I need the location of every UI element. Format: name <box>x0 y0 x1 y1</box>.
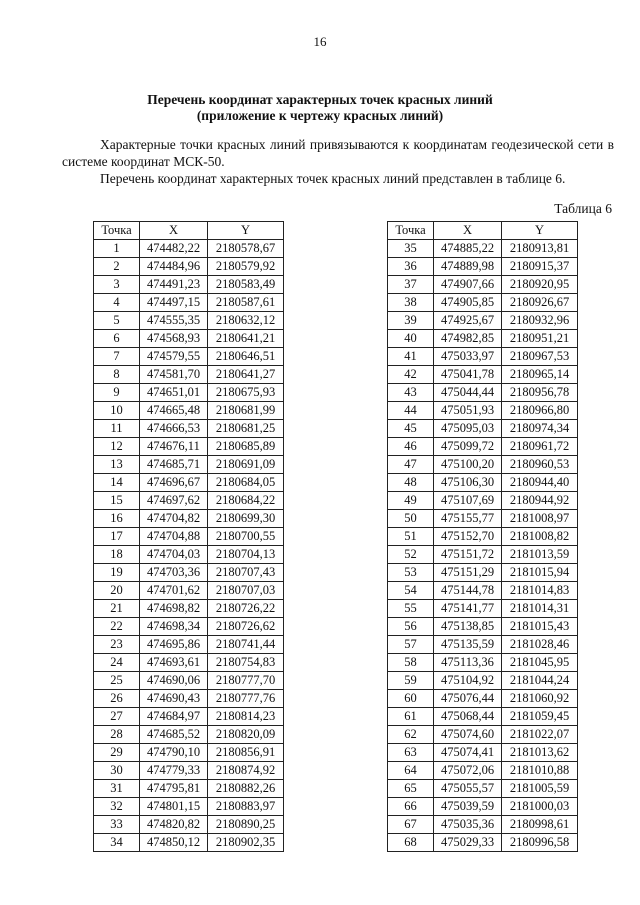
table-row <box>388 384 578 402</box>
cell-point: 32 <box>94 798 140 816</box>
cell-point: 3 <box>94 276 140 294</box>
cell-x: 475051,93 <box>434 402 502 420</box>
cell-y: 2181022,07 <box>502 726 578 744</box>
cell-x: 474676,11 <box>140 438 208 456</box>
cell-y: 2180704,13 <box>208 546 284 564</box>
table-row <box>388 474 578 492</box>
cell-point: 50 <box>388 510 434 528</box>
table-row <box>388 330 578 348</box>
table-row <box>388 240 578 258</box>
cell-point: 1 <box>94 240 140 258</box>
cell-x: 475151,29 <box>434 564 502 582</box>
cell-x: 474651,01 <box>140 384 208 402</box>
header-point: Точка <box>94 222 140 240</box>
table-row <box>388 420 578 438</box>
cell-x: 474905,85 <box>434 294 502 312</box>
cell-x: 474690,43 <box>140 690 208 708</box>
cell-x: 474685,71 <box>140 456 208 474</box>
table-row <box>94 816 284 834</box>
table-row <box>388 528 578 546</box>
cell-x: 474795,81 <box>140 780 208 798</box>
table-row <box>94 402 284 420</box>
table-row <box>94 798 284 816</box>
table-row <box>94 546 284 564</box>
cell-x: 474698,82 <box>140 600 208 618</box>
cell-point: 51 <box>388 528 434 546</box>
table-row <box>94 600 284 618</box>
header-y: Y <box>502 222 578 240</box>
cell-point: 14 <box>94 474 140 492</box>
cell-point: 17 <box>94 528 140 546</box>
cell-point: 54 <box>388 582 434 600</box>
cell-y: 2181005,59 <box>502 780 578 798</box>
cell-y: 2181044,24 <box>502 672 578 690</box>
cell-y: 2180726,62 <box>208 618 284 636</box>
table-row <box>388 690 578 708</box>
table-row <box>388 546 578 564</box>
cell-point: 66 <box>388 798 434 816</box>
cell-x: 474665,48 <box>140 402 208 420</box>
table-row <box>388 258 578 276</box>
cell-y: 2180726,22 <box>208 600 284 618</box>
cell-y: 2180913,81 <box>502 240 578 258</box>
table-row <box>388 492 578 510</box>
table-row <box>94 780 284 798</box>
cell-y: 2180684,22 <box>208 492 284 510</box>
cell-y: 2180814,23 <box>208 708 284 726</box>
table-caption: Таблица 6 <box>554 201 612 216</box>
cell-point: 15 <box>94 492 140 510</box>
cell-y: 2181013,59 <box>502 546 578 564</box>
cell-point: 64 <box>388 762 434 780</box>
cell-point: 58 <box>388 654 434 672</box>
cell-y: 2181013,62 <box>502 744 578 762</box>
table-row <box>388 600 578 618</box>
table-row <box>94 528 284 546</box>
cell-y: 2180646,51 <box>208 348 284 366</box>
cell-y: 2180632,12 <box>208 312 284 330</box>
header-point: Точка <box>388 222 434 240</box>
header-y: Y <box>208 222 284 240</box>
cell-point: 9 <box>94 384 140 402</box>
cell-x: 474555,35 <box>140 312 208 330</box>
cell-point: 39 <box>388 312 434 330</box>
cell-x: 475138,85 <box>434 618 502 636</box>
table-row <box>388 654 578 672</box>
table-row <box>388 510 578 528</box>
table-row <box>388 672 578 690</box>
cell-point: 47 <box>388 456 434 474</box>
cell-y: 2180961,72 <box>502 438 578 456</box>
cell-x: 474982,85 <box>434 330 502 348</box>
table-row <box>388 708 578 726</box>
cell-x: 474779,33 <box>140 762 208 780</box>
cell-y: 2180699,30 <box>208 510 284 528</box>
cell-x: 475144,78 <box>434 582 502 600</box>
cell-x: 474690,06 <box>140 672 208 690</box>
cell-point: 23 <box>94 636 140 654</box>
table-row <box>94 456 284 474</box>
cell-y: 2180707,43 <box>208 564 284 582</box>
cell-x: 475155,77 <box>434 510 502 528</box>
cell-point: 25 <box>94 672 140 690</box>
cell-x: 474704,03 <box>140 546 208 564</box>
cell-point: 67 <box>388 816 434 834</box>
cell-x: 474790,10 <box>140 744 208 762</box>
cell-point: 56 <box>388 618 434 636</box>
table-row <box>94 654 284 672</box>
table-row <box>94 366 284 384</box>
cell-x: 474704,88 <box>140 528 208 546</box>
table-row <box>388 816 578 834</box>
cell-x: 474704,82 <box>140 510 208 528</box>
table-row <box>388 744 578 762</box>
cell-point: 12 <box>94 438 140 456</box>
table-row <box>388 618 578 636</box>
table-row <box>388 366 578 384</box>
table-row <box>94 510 284 528</box>
cell-y: 2181014,83 <box>502 582 578 600</box>
cell-x: 474801,15 <box>140 798 208 816</box>
cell-x: 475041,78 <box>434 366 502 384</box>
table-row <box>388 438 578 456</box>
table-row <box>94 312 284 330</box>
cell-y: 2181008,82 <box>502 528 578 546</box>
table-header-row <box>94 222 284 240</box>
table-row <box>94 564 284 582</box>
cell-point: 27 <box>94 708 140 726</box>
table-row <box>388 276 578 294</box>
table-row <box>94 240 284 258</box>
title-line-1: Перечень координат характерных точек красных линий <box>147 92 493 107</box>
cell-point: 44 <box>388 402 434 420</box>
table-row <box>94 258 284 276</box>
table-row <box>94 492 284 510</box>
table-row <box>94 276 284 294</box>
cell-x: 475068,44 <box>434 708 502 726</box>
table-row <box>94 348 284 366</box>
cell-point: 18 <box>94 546 140 564</box>
cell-x: 474701,62 <box>140 582 208 600</box>
cell-x: 474581,70 <box>140 366 208 384</box>
cell-point: 65 <box>388 780 434 798</box>
cell-point: 68 <box>388 834 434 852</box>
cell-x: 474925,67 <box>434 312 502 330</box>
table-row <box>94 330 284 348</box>
cell-x: 475099,72 <box>434 438 502 456</box>
cell-y: 2180966,80 <box>502 402 578 420</box>
cell-y: 2180956,78 <box>502 384 578 402</box>
cell-point: 4 <box>94 294 140 312</box>
table-row <box>388 348 578 366</box>
table-row <box>94 474 284 492</box>
cell-x: 474695,86 <box>140 636 208 654</box>
cell-y: 2180675,93 <box>208 384 284 402</box>
cell-y: 2180700,55 <box>208 528 284 546</box>
cell-point: 33 <box>94 816 140 834</box>
table-row <box>94 834 284 852</box>
cell-point: 36 <box>388 258 434 276</box>
table-row <box>388 834 578 852</box>
table-row <box>94 384 284 402</box>
table-header-row <box>388 222 578 240</box>
table-row <box>94 438 284 456</box>
cell-y: 2180754,83 <box>208 654 284 672</box>
cell-y: 2180944,92 <box>502 492 578 510</box>
cell-x: 474889,98 <box>434 258 502 276</box>
cell-y: 2180951,21 <box>502 330 578 348</box>
cell-point: 16 <box>94 510 140 528</box>
table-row <box>94 708 284 726</box>
cell-x: 474697,62 <box>140 492 208 510</box>
cell-y: 2181015,43 <box>502 618 578 636</box>
cell-x: 475141,77 <box>434 600 502 618</box>
cell-y: 2181060,92 <box>502 690 578 708</box>
table-row <box>94 726 284 744</box>
cell-x: 474579,55 <box>140 348 208 366</box>
cell-point: 24 <box>94 654 140 672</box>
cell-y: 2180820,09 <box>208 726 284 744</box>
table-row <box>94 744 284 762</box>
cell-point: 5 <box>94 312 140 330</box>
cell-y: 2180960,53 <box>502 456 578 474</box>
cell-x: 474497,15 <box>140 294 208 312</box>
cell-x: 475039,59 <box>434 798 502 816</box>
table-row <box>388 780 578 798</box>
table-row <box>94 690 284 708</box>
header-x: X <box>434 222 502 240</box>
cell-y: 2180998,61 <box>502 816 578 834</box>
cell-y: 2180741,44 <box>208 636 284 654</box>
cell-y: 2180578,67 <box>208 240 284 258</box>
cell-x: 475106,30 <box>434 474 502 492</box>
cell-point: 30 <box>94 762 140 780</box>
cell-point: 20 <box>94 582 140 600</box>
table-row <box>388 402 578 420</box>
cell-point: 35 <box>388 240 434 258</box>
cell-y: 2180583,49 <box>208 276 284 294</box>
table-row <box>94 636 284 654</box>
cell-x: 475033,97 <box>434 348 502 366</box>
cell-point: 21 <box>94 600 140 618</box>
cell-point: 6 <box>94 330 140 348</box>
cell-point: 31 <box>94 780 140 798</box>
table-reference-paragraph: Перечень координат характерных точек красных линий представлен в таблице 6. <box>100 171 566 186</box>
cell-point: 59 <box>388 672 434 690</box>
cell-x: 474885,22 <box>434 240 502 258</box>
page-number: 16 <box>313 34 327 49</box>
cell-x: 474698,34 <box>140 618 208 636</box>
cell-point: 42 <box>388 366 434 384</box>
cell-x: 475074,60 <box>434 726 502 744</box>
coordinates-table-left <box>93 221 284 852</box>
cell-y: 2181010,88 <box>502 762 578 780</box>
cell-y: 2180974,34 <box>502 420 578 438</box>
cell-point: 49 <box>388 492 434 510</box>
cell-x: 475152,70 <box>434 528 502 546</box>
cell-y: 2180902,35 <box>208 834 284 852</box>
table-row <box>388 294 578 312</box>
cell-x: 474666,53 <box>140 420 208 438</box>
cell-y: 2180874,92 <box>208 762 284 780</box>
document-title <box>0 92 640 124</box>
cell-x: 475151,72 <box>434 546 502 564</box>
cell-point: 29 <box>94 744 140 762</box>
table-row <box>388 762 578 780</box>
cell-point: 43 <box>388 384 434 402</box>
cell-x: 475072,06 <box>434 762 502 780</box>
cell-x: 474685,52 <box>140 726 208 744</box>
cell-point: 61 <box>388 708 434 726</box>
cell-x: 475074,41 <box>434 744 502 762</box>
cell-x: 474684,97 <box>140 708 208 726</box>
cell-point: 52 <box>388 546 434 564</box>
cell-x: 475055,57 <box>434 780 502 798</box>
cell-x: 474820,82 <box>140 816 208 834</box>
cell-x: 474850,12 <box>140 834 208 852</box>
cell-y: 2180777,70 <box>208 672 284 690</box>
cell-y: 2180641,27 <box>208 366 284 384</box>
coordinates-table-right <box>387 221 578 852</box>
cell-y: 2181015,94 <box>502 564 578 582</box>
cell-point: 19 <box>94 564 140 582</box>
table-row <box>388 456 578 474</box>
cell-y: 2180587,61 <box>208 294 284 312</box>
cell-y: 2181014,31 <box>502 600 578 618</box>
cell-point: 57 <box>388 636 434 654</box>
cell-y: 2180920,95 <box>502 276 578 294</box>
table-row <box>388 564 578 582</box>
cell-point: 13 <box>94 456 140 474</box>
cell-x: 475104,92 <box>434 672 502 690</box>
cell-y: 2180932,96 <box>502 312 578 330</box>
cell-x: 475035,36 <box>434 816 502 834</box>
coordinates-table-left-body <box>94 240 284 852</box>
cell-y: 2181059,45 <box>502 708 578 726</box>
cell-point: 34 <box>94 834 140 852</box>
cell-y: 2180685,89 <box>208 438 284 456</box>
cell-y: 2180856,91 <box>208 744 284 762</box>
cell-x: 474907,66 <box>434 276 502 294</box>
table-row <box>388 312 578 330</box>
cell-x: 475135,59 <box>434 636 502 654</box>
cell-point: 37 <box>388 276 434 294</box>
cell-y: 2180926,67 <box>502 294 578 312</box>
cell-y: 2180681,25 <box>208 420 284 438</box>
cell-x: 474568,93 <box>140 330 208 348</box>
cell-point: 48 <box>388 474 434 492</box>
cell-y: 2181008,97 <box>502 510 578 528</box>
cell-x: 474491,23 <box>140 276 208 294</box>
cell-y: 2180681,99 <box>208 402 284 420</box>
cell-point: 28 <box>94 726 140 744</box>
cell-y: 2180707,03 <box>208 582 284 600</box>
table-row <box>388 726 578 744</box>
cell-y: 2180641,21 <box>208 330 284 348</box>
cell-point: 22 <box>94 618 140 636</box>
cell-point: 10 <box>94 402 140 420</box>
cell-point: 60 <box>388 690 434 708</box>
cell-point: 46 <box>388 438 434 456</box>
coordinates-table-right-body <box>388 240 578 852</box>
cell-point: 62 <box>388 726 434 744</box>
cell-y: 2180883,97 <box>208 798 284 816</box>
cell-y: 2180965,14 <box>502 366 578 384</box>
cell-x: 474696,67 <box>140 474 208 492</box>
title-line-2: (приложение к чертежу красных линий) <box>196 108 444 123</box>
table-row <box>94 762 284 780</box>
cell-x: 475029,33 <box>434 834 502 852</box>
cell-point: 7 <box>94 348 140 366</box>
cell-x: 474703,36 <box>140 564 208 582</box>
cell-point: 55 <box>388 600 434 618</box>
cell-x: 475095,03 <box>434 420 502 438</box>
cell-point: 41 <box>388 348 434 366</box>
cell-point: 11 <box>94 420 140 438</box>
cell-y: 2180684,05 <box>208 474 284 492</box>
cell-y: 2180777,76 <box>208 690 284 708</box>
cell-point: 63 <box>388 744 434 762</box>
cell-y: 2181028,46 <box>502 636 578 654</box>
cell-x: 475076,44 <box>434 690 502 708</box>
table-row <box>94 672 284 690</box>
cell-point: 45 <box>388 420 434 438</box>
cell-y: 2180944,40 <box>502 474 578 492</box>
cell-point: 40 <box>388 330 434 348</box>
table-row <box>388 636 578 654</box>
cell-x: 474693,61 <box>140 654 208 672</box>
table-row <box>94 420 284 438</box>
table-row <box>388 798 578 816</box>
table-row <box>94 618 284 636</box>
cell-x: 475100,20 <box>434 456 502 474</box>
cell-y: 2180967,53 <box>502 348 578 366</box>
cell-y: 2180691,09 <box>208 456 284 474</box>
cell-x: 474482,22 <box>140 240 208 258</box>
cell-point: 8 <box>94 366 140 384</box>
cell-y: 2180915,37 <box>502 258 578 276</box>
cell-x: 475107,69 <box>434 492 502 510</box>
cell-y: 2181000,03 <box>502 798 578 816</box>
table-row <box>94 294 284 312</box>
cell-y: 2180579,92 <box>208 258 284 276</box>
cell-y: 2180890,25 <box>208 816 284 834</box>
cell-point: 26 <box>94 690 140 708</box>
cell-point: 53 <box>388 564 434 582</box>
cell-x: 475044,44 <box>434 384 502 402</box>
table-row <box>388 582 578 600</box>
cell-y: 2180996,58 <box>502 834 578 852</box>
cell-point: 38 <box>388 294 434 312</box>
header-x: X <box>140 222 208 240</box>
cell-x: 475113,36 <box>434 654 502 672</box>
table-row <box>94 582 284 600</box>
cell-point: 2 <box>94 258 140 276</box>
intro-paragraph: Характерные точки красных линий привязываются к координатам геодезической сети в системе координат МСК-50. <box>62 137 614 169</box>
cell-y: 2181045,95 <box>502 654 578 672</box>
cell-x: 474484,96 <box>140 258 208 276</box>
cell-y: 2180882,26 <box>208 780 284 798</box>
